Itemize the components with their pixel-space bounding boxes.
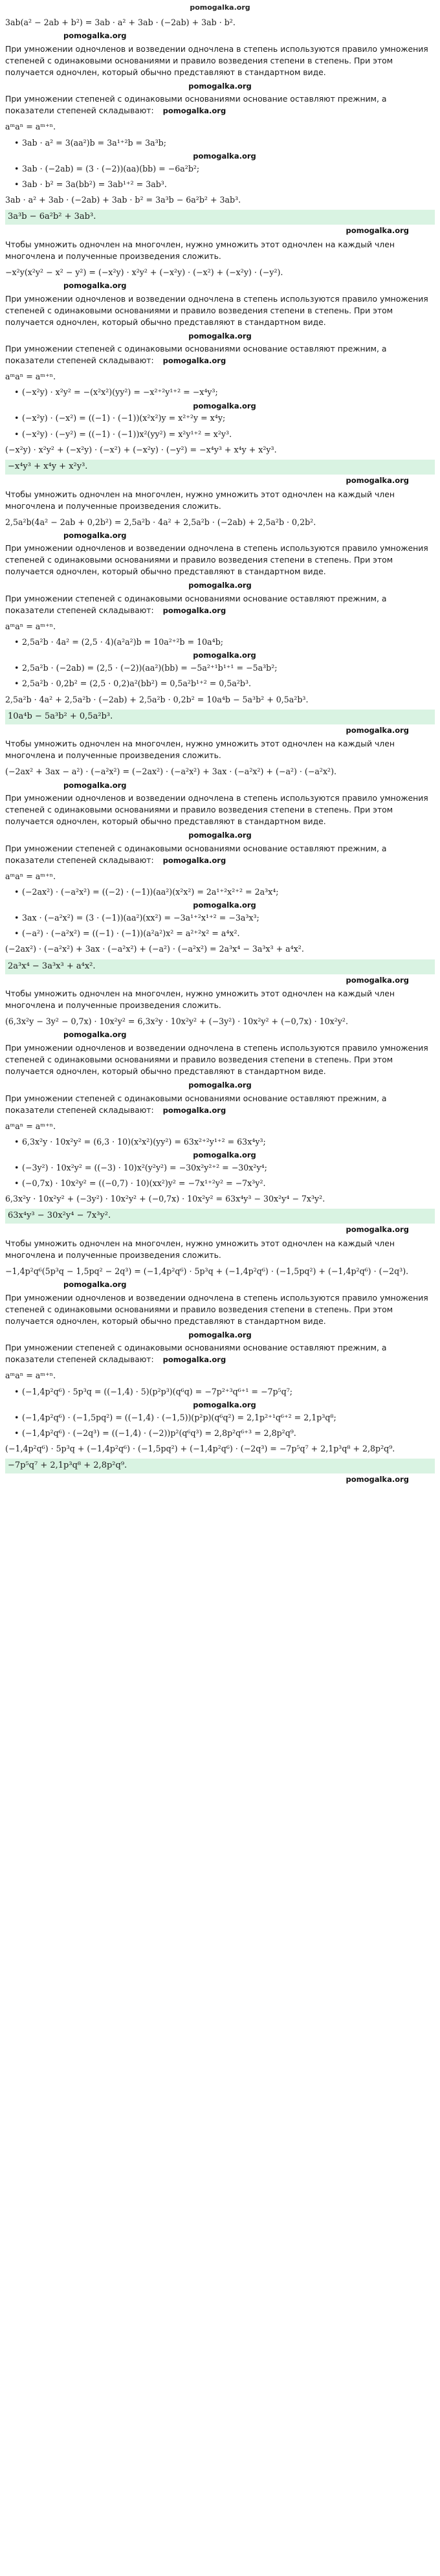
solution-section	[5, 239, 435, 485]
watermark: pomogalka.org	[162, 1355, 226, 1365]
watermark: pomogalka.org	[346, 725, 409, 735]
watermark: pomogalka.org	[63, 31, 127, 41]
rule-text: Чтобы умножить одночлен на многочлен, нужно умножить этот одночлен на каждый член многочлена и полученные произведения сложить.	[5, 489, 395, 511]
rule-text: Чтобы умножить одночлен на многочлен, нужно умножить этот одночлен на каждый член многочлена и полученные произведения сложить.	[5, 1238, 395, 1260]
watermark: pomogalka.org	[193, 1150, 256, 1160]
watermark: pomogalka.org	[346, 1475, 409, 1484]
watermark: pomogalka.org	[193, 651, 256, 660]
power-formula: aᵐaⁿ = aᵐ⁺ⁿ.	[5, 372, 56, 382]
power-formula: aᵐaⁿ = aᵐ⁺ⁿ.	[5, 122, 56, 132]
rule-bases-text: При умножении степеней с одинаковыми основаниями основание оставляют прежним, а показатели степеней складывают:	[5, 843, 387, 865]
steps-list	[5, 636, 435, 689]
result-expression: 2,5a²b · 4a² + 2,5a²b · (−2ab) + 2,5a²b · 0,2b² = 10a⁴b − 5a³b² + 0,5a²b³.	[5, 694, 309, 704]
rule-text	[5, 1342, 435, 1365]
watermark: pomogalka.org	[63, 530, 127, 540]
watermark: pomogalka.org	[193, 901, 256, 910]
rule-text	[5, 843, 435, 866]
solution-section	[5, 17, 435, 235]
rule-text	[5, 343, 435, 366]
solution-content	[5, 17, 435, 1484]
watermark: pomogalka.org	[193, 401, 256, 410]
result-expression: (−1,4p²q⁶) · 5p³q + (−1,4p²q⁶) · (−1,5pq²) + (−1,4p²q⁶) · (−2q³) = −7p⁵q⁷ + 2,1p³q⁸ + 2,8p²q⁹.	[5, 1444, 395, 1454]
watermark: pomogalka.org	[346, 1225, 409, 1235]
rule-text: Чтобы умножить одночлен на многочлен, нужно умножить этот одночлен на каждый член многочлена и полученные произведения сложить.	[5, 989, 395, 1011]
rule-text	[5, 1093, 435, 1116]
step-item: • 2,5a²b · 0,2b² = (2,5 · 0,2)a²(bb²) = 0,5a²b¹⁺² = 0,5a²b³.	[14, 678, 435, 689]
expansion-expression: −1,4p²q⁶(5p³q − 1,5pq² − 2q³) = (−1,4p²q⁶) · 5p³q + (−1,4p²q⁶) · (−1,5pq²) + (−1,4p²q⁶) · (−2q³).	[5, 1266, 409, 1276]
power-formula: aᵐaⁿ = aᵐ⁺ⁿ.	[5, 871, 56, 881]
watermark: pomogalka.org	[63, 1280, 127, 1290]
rule-text: Чтобы умножить одночлен на многочлен, нужно умножить этот одночлен на каждый член многочлена и полученные произведения сложить.	[5, 239, 395, 261]
result-expression: 6,3x²y · 10x²y² + (−3y²) · 10x²y² + (−0,7x) · 10x²y² = 63x⁴y³ − 30x²y⁴ − 7x³y².	[5, 1194, 325, 1204]
step-item: • 2,5a²b · 4a² = (2,5 · 4)(a²a²)b = 10a²⁺²b = 10a⁴b;	[14, 636, 435, 648]
rule-bases-text: При умножении степеней с одинаковыми основаниями основание оставляют прежним, а показатели степеней складывают:	[5, 94, 387, 116]
watermark: pomogalka.org	[188, 1330, 252, 1339]
site-brand: pomogalka.org	[190, 3, 250, 12]
step-item: • 3ab · a² = 3(aa²)b = 3a¹⁺²b = 3a³b;	[14, 137, 435, 149]
answer-highlight: −7p⁵q⁷ + 2,1p³q⁸ + 2,8p²q⁹.	[5, 1459, 435, 1473]
expansion-expression: 3ab(a² − 2ab + b²) = 3ab · a² + 3ab · (−2ab) + 3ab · b².	[5, 17, 236, 27]
step-item: • (−x²y) · (−y²) = ((−1) · (−1))x²(yy²) = x²y¹⁺² = x²y³.	[14, 429, 435, 440]
step-item: • 3ab · (−2ab) = (3 · (−2))(aa)(bb) = −6a²b²;	[14, 163, 435, 175]
step-item: • 3ab · b² = 3a(bb²) = 3ab¹⁺² = 3ab³.	[14, 179, 435, 190]
answer-highlight: 2a³x⁴ − 3a³x³ + a⁴x².	[5, 959, 435, 974]
result-expression: (−x²y) · x²y² + (−x²y) · (−x²) + (−x²y) · (−y²) = −x⁴y³ + x⁴y + x²y³.	[5, 444, 277, 454]
watermark: pomogalka.org	[346, 975, 409, 985]
power-formula: aᵐaⁿ = aᵐ⁺ⁿ.	[5, 621, 56, 631]
step-item: • (−x²y) · (−x²) = ((−1) · (−1))(x²x²)y = x²⁺²y = x⁴y;	[14, 412, 435, 424]
steps-list	[5, 1136, 435, 1189]
result-expression: (−2ax²) · (−a²x²) + 3ax · (−a²x²) + (−a²) · (−a²x²) = 2a³x⁴ − 3a³x³ + a⁴x².	[5, 944, 304, 954]
power-formula: aᵐaⁿ = aᵐ⁺ⁿ.	[5, 1371, 56, 1381]
answer-highlight: 63x⁴y³ − 30x²y⁴ − 7x³y².	[5, 1209, 435, 1224]
rule-bases-text: При умножении степеней с одинаковыми основаниями основание оставляют прежним, а показатели степеней складывают:	[5, 1343, 387, 1365]
steps-list	[5, 886, 435, 939]
solution-section	[5, 988, 435, 1234]
solution-section	[5, 489, 435, 735]
watermark: pomogalka.org	[188, 81, 252, 91]
step-item: • (−1,4p²q⁶) · (−2q³) = ((−1,4) · (−2))p²(q⁶q³) = 2,8p²q⁶⁺³ = 2,8p²q⁹.	[14, 1428, 435, 1439]
solution-section	[5, 738, 435, 984]
watermark: pomogalka.org	[346, 475, 409, 485]
solution-section	[5, 1238, 435, 1484]
answer-highlight: −x⁴y³ + x⁴y + x²y³.	[5, 460, 435, 475]
step-item: • (−x²y) · x²y² = −(x²x²)(yy²) = −x²⁺²y¹⁺² = −x⁴y³;	[14, 386, 435, 398]
watermark: pomogalka.org	[162, 106, 226, 116]
watermark: pomogalka.org	[193, 1400, 256, 1409]
step-item: • (−0,7x) · 10x²y² = ((−0,7) · 10)(xx²)y² = −7x¹⁺²y² = −7x³y².	[14, 1178, 435, 1189]
rule-text: При умножении одночленов и возведении одночлена в степень используются правило умножения степеней с одинаковыми основаниями и правило возведения степени в степень. При этом получается одночлен, который обычно представляют в стандартном виде.	[5, 43, 428, 77]
watermark: pomogalka.org	[188, 831, 252, 840]
watermark: pomogalka.org	[188, 331, 252, 341]
watermark: pomogalka.org	[188, 1080, 252, 1090]
watermark: pomogalka.org	[188, 581, 252, 590]
rule-bases-text: При умножении степеней с одинаковыми основаниями основание оставляют прежним, а показатели степеней складывают:	[5, 1093, 387, 1115]
watermark: pomogalka.org	[193, 151, 256, 161]
step-item: • (−a²) · (−a²x²) = ((−1) · (−1))(a²a²)x² = a²⁺²x² = a⁴x².	[14, 928, 435, 939]
rule-text: При умножении одночленов и возведении одночлена в степень используются правило умножения степеней с одинаковыми основаниями и правило возведения степени в степень. При этом получается одночлен, который обычно представляют в стандартном виде.	[5, 1043, 428, 1076]
rule-text: Чтобы умножить одночлен на многочлен, нужно умножить этот одночлен на каждый член многочлена и полученные произведения сложить.	[5, 739, 395, 761]
result-expression: 3ab · a² + 3ab · (−2ab) + 3ab · b² = 3a³b − 6a²b² + 3ab³.	[5, 195, 241, 205]
expansion-expression: 2,5a²b(4a² − 2ab + 0,2b²) = 2,5a²b · 4a² + 2,5a²b · (−2ab) + 2,5a²b · 0,2b².	[5, 517, 316, 527]
expansion-expression: −x²y(x²y² − x² − y²) = (−x²y) · x²y² + (−x²y) · (−x²) + (−x²y) · (−y²).	[5, 267, 283, 277]
step-item: • (−1,4p²q⁶) · 5p³q = ((−1,4) · 5)(p²p³)(q⁶q) = −7p²⁺³q⁶⁺¹ = −7p⁵q⁷;	[14, 1386, 435, 1398]
watermark: pomogalka.org	[162, 1105, 226, 1115]
rule-text	[5, 593, 435, 616]
step-item: • 6,3x²y · 10x²y² = (6,3 · 10)(x²x²)(yy²) = 63x²⁺²y¹⁺² = 63x⁴y³;	[14, 1136, 435, 1148]
watermark: pomogalka.org	[162, 855, 226, 865]
expansion-expression: (6,3x²y − 3y² − 0,7x) · 10x²y² = 6,3x²y · 10x²y² + (−3y²) · 10x²y² + (−0,7x) · 10x²y².	[5, 1016, 348, 1027]
watermark: pomogalka.org	[63, 780, 127, 790]
rule-bases-text: При умножении степеней с одинаковыми основаниями основание оставляют прежним, а показатели степеней складывают:	[5, 344, 387, 366]
step-item: • 3ax · (−a²x²) = (3 · (−1))(aa²)(xx²) = −3a¹⁺²x¹⁺² = −3a³x³;	[14, 912, 435, 924]
watermark: pomogalka.org	[162, 356, 226, 366]
watermark: pomogalka.org	[346, 226, 409, 236]
steps-list	[5, 386, 435, 440]
steps-list	[5, 1386, 435, 1439]
answer-highlight: 3a³b − 6a²b² + 3ab³.	[5, 210, 435, 225]
rule-text: При умножении одночленов и возведении одночлена в степень используются правило умножения степеней с одинаковыми основаниями и правило возведения степени в степень. При этом получается одночлен, который обычно представляют в стандартном виде.	[5, 1292, 428, 1326]
power-formula: aᵐaⁿ = aᵐ⁺ⁿ.	[5, 1121, 56, 1131]
watermark: pomogalka.org	[63, 280, 127, 290]
step-item: • 2,5a²b · (−2ab) = (2,5 · (−2))(aa²)(bb) = −5a²⁺¹b¹⁺¹ = −5a³b²;	[14, 662, 435, 674]
step-item: • (−1,4p²q⁶) · (−1,5pq²) = ((−1,4) · (−1,5))(p²p)(q⁶q²) = 2,1p²⁺¹q⁶⁺² = 2,1p³q⁸;	[14, 1412, 435, 1424]
rule-text	[5, 93, 435, 117]
answer-highlight: 10a⁴b − 5a³b² + 0,5a²b³.	[5, 710, 435, 724]
rule-text: При умножении одночленов и возведении одночлена в степень используются правило умножения степеней с одинаковыми основаниями и правило возведения степени в степень. При этом получается одночлен, который обычно представляют в стандартном виде.	[5, 293, 428, 327]
watermark: pomogalka.org	[63, 1030, 127, 1040]
expansion-expression: (−2ax² + 3ax − a²) · (−a²x²) = (−2ax²) · (−a²x²) + 3ax · (−a²x²) + (−a²) · (−a²x²).	[5, 767, 337, 777]
steps-list	[5, 137, 435, 190]
rule-text: При умножении одночленов и возведении одночлена в степень используются правило умножения степеней с одинаковыми основаниями и правило возведения степени в степень. При этом получается одночлен, который обычно представляют в стандартном виде.	[5, 543, 428, 577]
rule-text: При умножении одночленов и возведении одночлена в степень используются правило умножения степеней с одинаковыми основаниями и правило возведения степени в степень. При этом получается одночлен, который обычно представляют в стандартном виде.	[5, 793, 428, 827]
watermark: pomogalka.org	[162, 606, 226, 615]
step-item: • (−3y²) · 10x²y² = ((−3) · 10)x²(y²y²) = −30x²y²⁺² = −30x²y⁴;	[14, 1162, 435, 1174]
step-item: • (−2ax²) · (−a²x²) = ((−2) · (−1))(aa²)(x²x²) = 2a¹⁺²x²⁺² = 2a³x⁴;	[14, 886, 435, 898]
rule-bases-text: При умножении степеней с одинаковыми основаниями основание оставляют прежним, а показатели степеней складывают:	[5, 594, 387, 615]
